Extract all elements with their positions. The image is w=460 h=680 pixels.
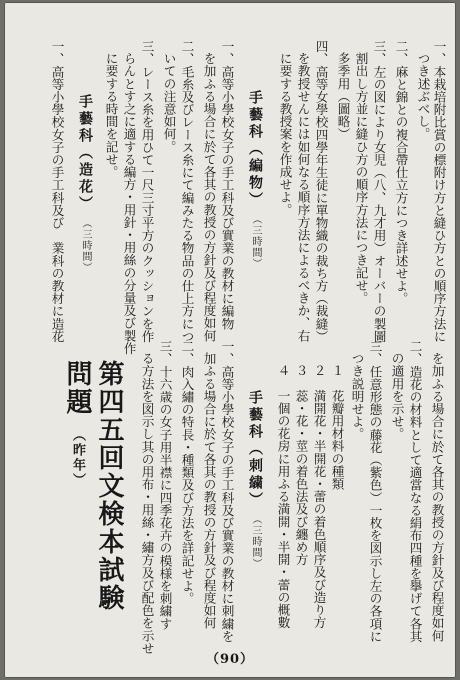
subtitle-year: （昨年）	[70, 428, 85, 488]
exam-title: 第四五回文検本試験	[94, 360, 124, 612]
flower-q3-line-cont: つき説明せよ。	[349, 352, 365, 441]
flower-q3-line: 三、任意形態の藤花（紫色）一枚を図示し左の各項に	[367, 340, 383, 643]
flower-q1-line-cont: を加ふる場合に於て各其の教授の方針及び程度如何	[429, 352, 445, 642]
section-heading-artificial-flowers	[78, 94, 92, 273]
q4-line-cont2: に要する教授案を作成せよ。	[277, 52, 293, 216]
document-page	[4, 2, 456, 678]
embroidery-q1-line-cont: 加ふる場合に於て各其の教授の方針及び程度如何	[201, 352, 217, 630]
q3-line: 三、左の図により女児（八、九才用）オーバーの製圖	[371, 40, 387, 343]
flower-q2-line-cont: の適用を示せ。	[389, 352, 405, 441]
knit-q2-line: 二、毛糸及びレース糸にて編みたる物品の仕上方につ	[179, 40, 195, 343]
flower-q3-item-1: １ 花瓣用材料の種類	[329, 364, 345, 490]
embroidery-q1-line: 一、高等小學校女子の手工科及び實業の教材に刺繍を	[219, 340, 235, 643]
knit-q3-line-cont: らんとす之に適する編方・用針・用絲の分量及び製作	[121, 52, 137, 355]
heading-text: 手藝科（刺繍）	[247, 390, 263, 509]
flower-q2-line: 二、造花の材料として適當なる絹布四種を擧げて各其	[407, 340, 423, 643]
section-heading-embroidery	[248, 390, 262, 569]
flower-q3-item-4: ４ 一個の花房に用ふる満開・半開・蕾の概數	[275, 364, 291, 629]
heading-text: 手藝科（造花）	[77, 94, 93, 213]
flower-q1-line: 一、高等小學校女子の手工科及び 業科の教材に造花	[49, 40, 65, 343]
knit-q3-line: 三、レース糸を用ひて一尺三寸平方のクッションを作	[139, 40, 155, 343]
embroidery-q3-line-cont: る方法を図示し其の用布・用絲・繡方及び配色を示せ	[139, 352, 155, 655]
heading-hours: （三時間）	[80, 223, 91, 273]
heading-hours: （三時間）	[250, 519, 261, 569]
section-heading-knitting	[248, 90, 262, 269]
q4-line-cont: を教授せんには如何なる順序方法によるべきか、右	[295, 52, 311, 342]
exam-subtitle	[64, 360, 90, 488]
q3-line-cont: 割出し方並に縫ひ方の順序方法につき記せ。	[353, 52, 369, 304]
flower-q3-item-3: ３ 蕊・花・莖の着色法及び纏め方	[293, 364, 309, 566]
embroidery-q3-line: 三、十六歳の女子用半襟に四季花卉の模様を刺繍す	[157, 340, 173, 630]
q1-line-cont: つき述ぶべし。	[415, 52, 431, 141]
q3-note: 多季用（圖略）	[335, 52, 351, 141]
q1-line: 一、本栽培附比賞の標附け方と縫ひ方との順序方法に	[431, 40, 447, 343]
knit-q1-line: 一、高等小學校女子の手工科及び實業の教材に編物	[219, 40, 235, 330]
q4-line: 四、高等女學校四學年生徒に單物織の裁ち方（裁縫）	[313, 40, 329, 343]
subtitle-text: 問題	[62, 360, 92, 416]
page-number: （90）	[205, 652, 255, 667]
knit-q2-line-cont: いての注意如何。	[161, 52, 177, 153]
heading-hours: （三時間）	[250, 219, 261, 269]
embroidery-q2-line: 二、肉入繡の特長・種類及び方法を詳記せよ。	[179, 340, 195, 605]
flower-q3-item-2: ２ 満開花・半開花・蕾の着色順序及び造り方	[311, 364, 327, 629]
q2-line: 二、麻と錦との複合帶仕立方につき詳述せよ。	[393, 40, 409, 305]
knit-q3-line-cont2: に要する時間を記せ。	[103, 52, 119, 178]
heading-text: 手藝科（編物）	[247, 90, 263, 209]
knit-q1-line-cont: を加ふる場合に於て各其の教授の方針及び程度如何	[201, 52, 217, 342]
